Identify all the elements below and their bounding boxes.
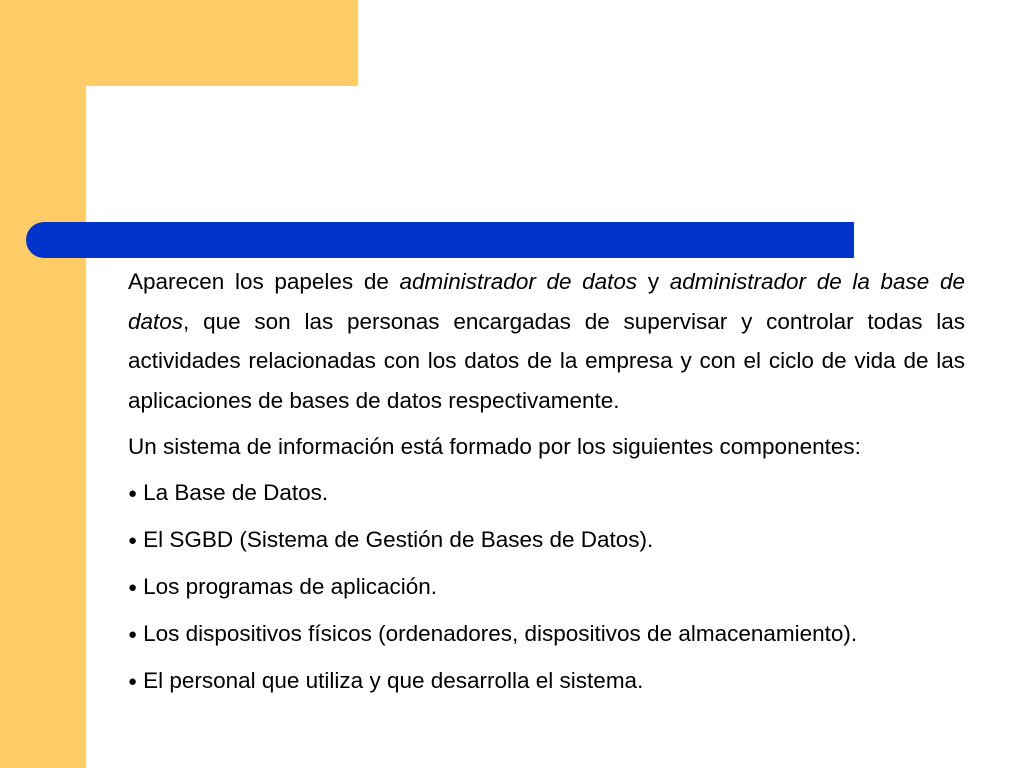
- bullet-icon: ●: [128, 485, 138, 502]
- component-item: [128, 611, 965, 658]
- bullet-icon: ●: [128, 673, 138, 690]
- component-item: [128, 564, 965, 611]
- title-divider-bar: [26, 222, 854, 258]
- intro-emphasis-1: administrador de datos: [399, 269, 638, 294]
- component-item-text: Los dispositivos físicos (ordenadores, dispositivos de almacenamiento).: [143, 621, 858, 646]
- component-item: [128, 658, 965, 705]
- component-item-text: El personal que utiliza y que desarrolla el sistema.: [143, 668, 644, 693]
- component-item-text: El SGBD (Sistema de Gestión de Bases de Datos).: [143, 527, 654, 552]
- intro-text-2: y: [637, 269, 670, 294]
- top-accent-block: [0, 0, 358, 86]
- slide-body: [128, 262, 965, 705]
- bullet-icon: ●: [128, 532, 138, 549]
- intro-text-1: Aparecen los papeles de: [128, 269, 400, 294]
- intro-text-3: , que son las personas encargadas de supervisar y controlar todas las actividades relacionadas con los datos de la empresa y con el ciclo de vida de las aplicaciones de bases de datos respectivamente.: [128, 308, 965, 413]
- component-item-text: La Base de Datos.: [143, 480, 329, 505]
- component-item: [128, 470, 965, 517]
- intro-paragraph: [128, 262, 965, 420]
- component-item-text: Los programas de aplicación.: [143, 574, 437, 599]
- intro-emphasis-2: administrador de la base de datos: [128, 269, 965, 334]
- components-heading: Un sistema de información está formado por los siguientes componentes:: [128, 434, 861, 459]
- bullet-icon: ●: [128, 626, 138, 643]
- left-accent-band: [0, 0, 86, 768]
- bullet-icon: ●: [128, 579, 138, 596]
- component-item: [128, 517, 965, 564]
